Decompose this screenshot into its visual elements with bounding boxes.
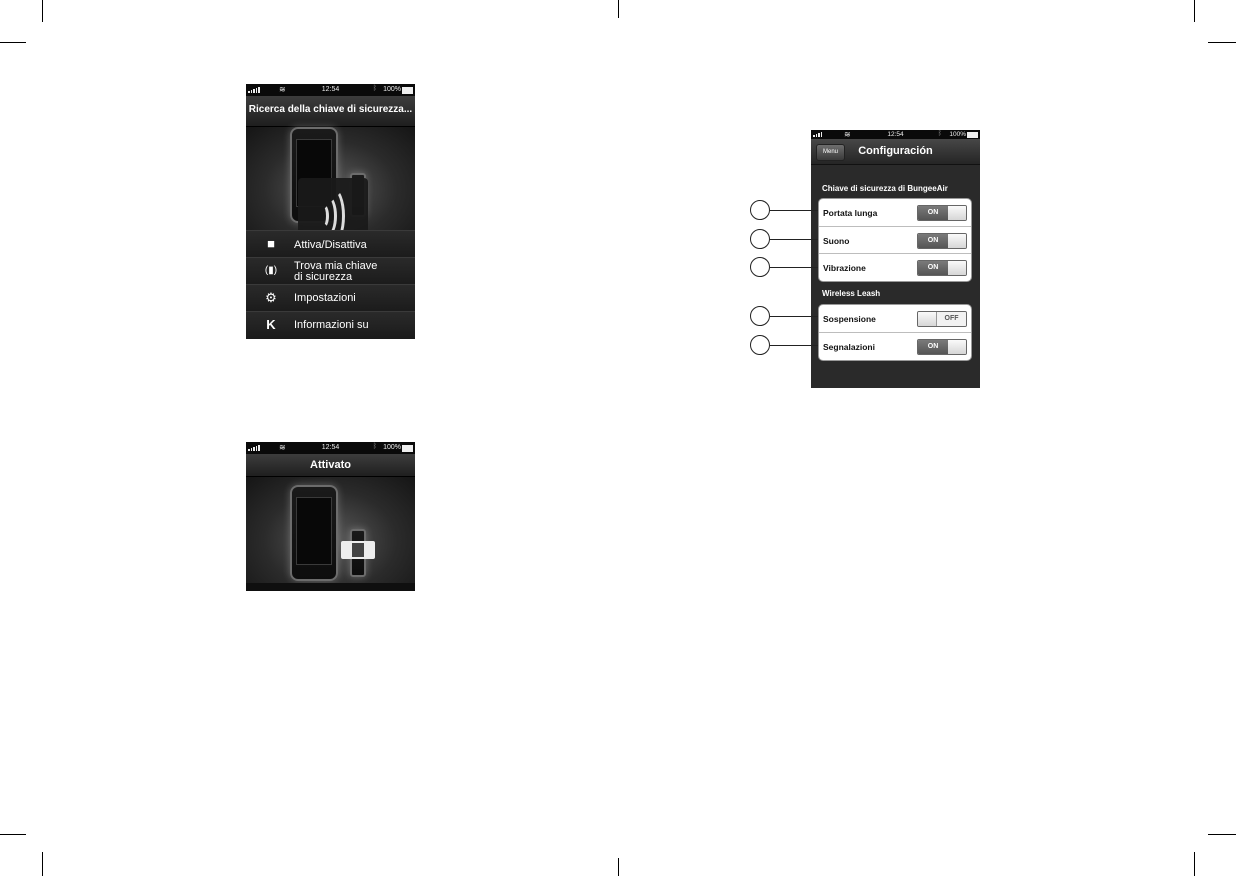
settings-group-security-key — [818, 198, 972, 282]
toggle-state: ON — [918, 234, 948, 248]
callout-circle — [750, 229, 770, 249]
menu-back-button[interactable]: Menu — [816, 144, 845, 161]
toggle-state: OFF — [937, 312, 966, 326]
setting-row-alerts — [819, 332, 971, 360]
activated-screen — [246, 442, 415, 591]
status-time: 12:54 — [321, 86, 340, 93]
crop-mark — [42, 852, 43, 876]
bluetooth-icon: ᛒ — [372, 85, 377, 92]
vibrate-icon: (▮) — [264, 265, 278, 276]
nav-bar — [811, 139, 980, 165]
menu-item-label: Impostazioni — [294, 292, 356, 304]
menu-item-settings[interactable] — [246, 284, 415, 312]
toggle-state: ON — [918, 261, 948, 275]
setting-label: Sospensione — [823, 314, 876, 324]
settings-group-wireless-leash — [818, 304, 972, 361]
callout-circle — [750, 200, 770, 220]
alerts-toggle[interactable] — [917, 339, 967, 355]
setting-row-long-range — [819, 199, 971, 226]
callout-leader — [770, 239, 818, 240]
callout-leader — [770, 210, 818, 211]
menu-item-toggle[interactable] — [246, 230, 415, 258]
menu-item-label-line2: di sicurezza — [294, 271, 353, 283]
setting-label: Portata lunga — [823, 208, 878, 218]
crop-mark — [0, 42, 26, 43]
status-time: 12:54 — [321, 444, 340, 451]
suspension-toggle[interactable] — [917, 311, 967, 327]
battery-icon — [402, 445, 413, 452]
bluetooth-icon: ᛒ — [937, 130, 942, 137]
crop-mark — [1208, 834, 1236, 835]
callout-circle — [750, 306, 770, 326]
device-illustration — [246, 477, 415, 583]
bluetooth-icon: ᛒ — [372, 443, 377, 450]
menu-item-label — [294, 261, 377, 283]
setting-label: Vibrazione — [823, 263, 866, 273]
battery-percent: 100% — [383, 444, 401, 451]
search-screen — [246, 84, 415, 339]
setting-label: Suono — [823, 236, 850, 246]
setting-label: Segnalazioni — [823, 342, 875, 352]
battery-percent: 100% — [949, 131, 966, 138]
battery-large-icon — [341, 541, 375, 559]
crop-mark — [1194, 0, 1195, 22]
sound-toggle[interactable] — [917, 233, 967, 249]
menu-item-label-line1: Trova mia chiave — [294, 260, 378, 272]
status-bar — [246, 84, 415, 96]
callout-leader — [770, 345, 818, 346]
toggle-state: ON — [918, 206, 948, 220]
nav-title: Ricerca della chiave di sicurezza... — [246, 96, 415, 127]
callout-leader — [770, 316, 818, 317]
battery-icon — [402, 87, 413, 94]
gears-icon: ⚙ — [265, 290, 277, 305]
long-range-toggle[interactable] — [917, 205, 967, 221]
callout-circle — [750, 257, 770, 277]
setting-row-suspension — [819, 305, 971, 332]
section-header-security-key: Chiave di sicurezza di BungeeAir — [822, 184, 948, 193]
menu-item-label: Informazioni su — [294, 319, 369, 331]
setting-row-sound — [819, 226, 971, 254]
wifi-icon: ≋ — [844, 130, 851, 139]
menu-item-about[interactable] — [246, 311, 415, 339]
crop-mark — [1194, 852, 1195, 876]
kensington-icon: K — [266, 317, 276, 332]
bottom-bar — [246, 583, 415, 591]
section-header-wireless-leash: Wireless Leash — [822, 289, 881, 298]
phone-case-icon — [290, 485, 338, 581]
setting-row-vibration — [819, 253, 971, 281]
callout-leader — [770, 267, 818, 268]
crop-mark — [0, 834, 26, 835]
crop-mark — [618, 0, 619, 18]
battery-percent: 100% — [383, 86, 401, 93]
page-title: Configuración — [858, 145, 933, 157]
nav-title: Attivato — [246, 454, 415, 477]
config-screen — [811, 130, 980, 388]
crop-mark — [1208, 42, 1236, 43]
status-time: 12:54 — [887, 131, 904, 138]
wifi-icon: ≋ — [279, 85, 286, 94]
wifi-icon: ≋ — [279, 443, 286, 452]
status-bar — [811, 130, 980, 139]
crop-mark — [618, 858, 619, 876]
battery-icon — [967, 132, 978, 138]
crop-mark — [42, 0, 43, 22]
toggle-state: ON — [918, 340, 948, 354]
status-bar — [246, 442, 415, 454]
menu-item-find-key[interactable] — [246, 257, 415, 285]
menu-item-label: Attiva/Disattiva — [294, 239, 367, 251]
lock-icon: ■ — [267, 236, 275, 251]
callout-circle — [750, 335, 770, 355]
vibration-toggle[interactable] — [917, 260, 967, 276]
